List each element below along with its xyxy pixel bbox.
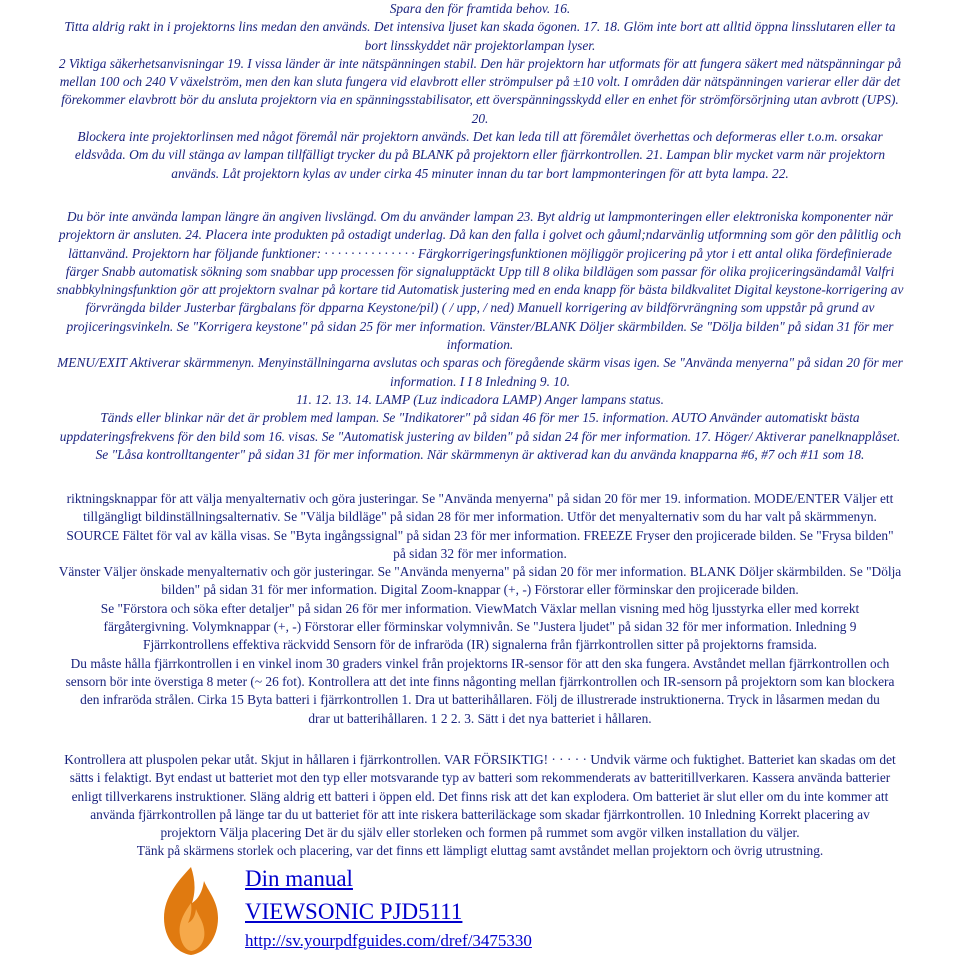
manual-link[interactable]: Din manual [245, 866, 353, 891]
text-line: snabbkylningsfunktion gör att projektorn svalnar på kortare tid Automatisk justering med en enda knapp för bästa bildkvalitet Digital keystone-korrigering av [56, 282, 904, 298]
text-block-2 [4, 208, 956, 464]
text-line: riktningsknappar för att välja menyalternativ och göra justeringar. Se "Använda menyerna" på sidan 20 för mer 19. information. MODE/ENTER Väljer ett [66, 491, 894, 506]
text-line: Se "Låsa kontrolltangenter" på sidan 31 för mer information. När skärmmenyn är aktiverad kan du använda knapparna #6, #7 och #11 som 18. [95, 446, 865, 462]
text-line: Titta aldrig rakt in i projektorns lins medan den används. Det intensiva ljuset kan skada ögonen. 17. 18. Glöm inte bort att alltid öppna linsslutaren eller ta [64, 19, 896, 35]
text-line: enligt tillverkarens instruktioner. Släng aldrig ett batteri i öppen eld. Det finns risk att det kan explodera. Om batteriet är slut eller om du inte kommer att [71, 788, 889, 804]
text-block-4 [4, 751, 956, 861]
text-line: 20. [471, 110, 489, 126]
text-block-3 [4, 490, 956, 728]
text-line: Tänk på skärmens storlek och placering, var det finns ett lämpligt eluttag samt avståndet mellan projektorn och övrig utrustning. [136, 843, 824, 859]
text-line: 11. 12. 13. 14. LAMP (Luz indicadora LAMP) Anger lampans status. [296, 391, 664, 407]
text-line: Spara den för framtida behov. 16. [389, 1, 571, 16]
text-line: den infraröda strålen. Cirka 15 Byta batteri i fjärrkontrollen 1. Dra ut batterihållaren. Följ de illustrerade instruktionerna. Tryck in låsarmen medan du [80, 692, 880, 708]
text-line: bort linsskyddet när projektorlampan lyser. [364, 37, 596, 53]
text-line: förvrängda bilder Justerbar färgbalans för dpparna Keystone/pil) ( / upp, / ned) Manuell korrigering av bildförvrängning som uppstår på grund av [85, 300, 875, 316]
text-line: Se "Förstora och söka efter detaljer" på sidan 26 för mer information. ViewMatch Växlar mellan visning med hög ljusstyrka eller med korrekt [100, 600, 860, 616]
text-line: används. Låt projektorn kylas av under cirka 45 minuter innan du tar bort lampmonteringen för att byta lampa. 22. [171, 165, 789, 181]
text-line: tillgängligt bildinställningsalternativ. Se "Välja bildläge" på sidan 28 för mer information. Utför det menyalternativ som du har valt på skärmmenyn. [83, 509, 877, 525]
text-line: Du bör inte använda lampan längre än angiven livslängd. Om du använder lampan 23. Byt aldrig ut lampmonteringen eller elektroniska komponenter när [66, 209, 894, 224]
text-line: sätts i felaktigt. Byt endast ut batteriet mot den typ eller motsvarande typ av batteri som rekommenderats av batteritillverkaren. Kassera använda batterier [69, 770, 891, 786]
text-line: på sidan 32 för mer information. [393, 545, 567, 561]
text-line: uppdateringsfrekvens för den bild som 16. visas. Se "Automatisk justering av bilden" på sidan 24 för mer information. 17. Höger/ Aktiverar panelknapplåset. [59, 428, 901, 444]
text-line: Kontrollera att pluspolen pekar utåt. Skjut in hållaren i fjärrkontrollen. VAR FÖRSIKTIG! · · · · · Undvik värme och fuktighet. Batteriet kan skadas om det [64, 752, 896, 767]
product-link[interactable]: VIEWSONIC PJD5111 [245, 899, 463, 924]
text-line: MENU/EXIT Aktiverar skärmmenyn. Menyinställningarna avslutas och sparas och föregående skärm visas igen. Se "Använda menyerna" på sidan 20 för mer [57, 355, 903, 371]
footer [0, 863, 960, 963]
text-line: Fjärrkontrollens effektiva räckvidd Sensorn för de infraröda (IR) signalerna från fjärrkontrollen sitter på projektorns framsida. [143, 637, 817, 653]
text-line: Blockera inte projektorlinsen med något föremål när projektorn används. Det kan leda till att föremålet överhettas och deformeras eller t.o.m. orsakar [77, 129, 883, 145]
text-line: SOURCE Fältet för val av källa visas. Se "Byta ingångssignal" på sidan 23 för mer information. FREEZE Fryser den projicerade bilden. Se "Frysa bilden" [66, 527, 894, 543]
text-line: information. [446, 337, 514, 353]
text-line: Vänster Väljer önskade menyalternativ och gör justeringar. Se "Använda menyerna" på sidan 20 för mer information. BLANK Döljer skärmbilden. Se "Dölja [58, 564, 902, 580]
url-link[interactable]: http://sv.yourpdfguides.com/dref/3475330 [245, 931, 532, 950]
text-block-1 [4, 0, 956, 183]
text-line: använda fjärrkontrollen på länge tar du ut batteriet för att inte riskera batteriläckage som skadar fjärrkontrollen. 10 Inledning Korrekt placering av [90, 806, 870, 822]
text-line: Tänds eller blinkar när det är problem med lampan. Se "Indikatorer" på sidan 46 för mer 15. information. AUTO Använder automatiskt bästa [100, 410, 860, 426]
text-line: 2 Viktiga säkerhetsanvisningar 19. I vissa länder är inte nätspänningen stabil. Den här projektorn har utformats för att fungera säkert med nätspänningar på [58, 55, 902, 71]
text-line: mellan 100 och 240 V växelström, men den kan sluta fungera vid elavbrott eller strömpulser på ±10 volt. I områden där nätspänningen varierar eller där det [59, 74, 901, 90]
flame-logo-icon [146, 863, 236, 958]
text-line: bilden" på sidan 31 för mer information. Digital Zoom-knappar (+, -) Förstorar eller förminskar den projicerade bilden. [161, 582, 799, 598]
text-line: projektorn är ansluten. 24. Placera inte produkten på ostadigt underlag. Då kan den falla i golvet och gåuml;ndarvänlig utformning som gör den pålitlig och [58, 227, 902, 243]
text-line: drar ut batterihållaren. 1 2 2. 3. Sätt i det nya batteriet i hållaren. [308, 710, 652, 726]
text-line: projiceringsvinkeln. Se "Korrigera keystone" på sidan 25 för mer information. Vänster/BLANK Döljer skärmbilden. Se "Dölja bilden" på sidan 31 för mer [66, 318, 894, 334]
text-line: information. I I 8 Inledning 9. 10. [389, 373, 570, 389]
text-line: färgåtergivning. Volymknappar (+, -) Förstorar eller förminskar volymnivån. Se "Justera ljudet" på sidan 32 för mer information. Inledning 9 [103, 619, 857, 635]
text-line: färger Snabb automatisk sökning som snabbar upp processen för signalupptäckt Upp till 8 olika bildlägen som passar för olika projiceringsändamål Valfri [65, 263, 895, 279]
text-line: eldsvåda. Om du vill stänga av lampan tillfälligt trycker du på BLANK på projektorn eller fjärrkontrollen. 21. Lampan blir mycket varm när projektorn [74, 147, 886, 163]
text-line: projektorn Välja placering Det är du själv eller storleken och formen på rummet som avgör vilken installation du väljer. [160, 825, 800, 841]
text-line: förekommer elavbrott bör du ansluta projektorn via en spänningsstabilisator, ett överspänningsskydd eller en enhet för strömförsörjning utan avbrott (UPS). [61, 92, 899, 108]
text-line: sensorn bör inte överstiga 8 meter (~ 26 fot). Kontrollera att det inte finns någonting mellan fjärrkontrollen och IR-sensorn på projektorn som kan blockera [65, 673, 895, 689]
text-line: Du måste hålla fjärrkontrollen i en vinkel inom 30 graders vinkel från projektorns IR-sensor för att den ska fungera. Avståndet mellan fjärrkontrollen och [70, 655, 890, 671]
text-line: lättanvänd. Projektorn har följande funktioner: · · · · · · · · · · · · · · Färgkorrigeringsfunktionen möjliggör projicering på ytor i ett antal olika fördefinierade [68, 245, 892, 261]
